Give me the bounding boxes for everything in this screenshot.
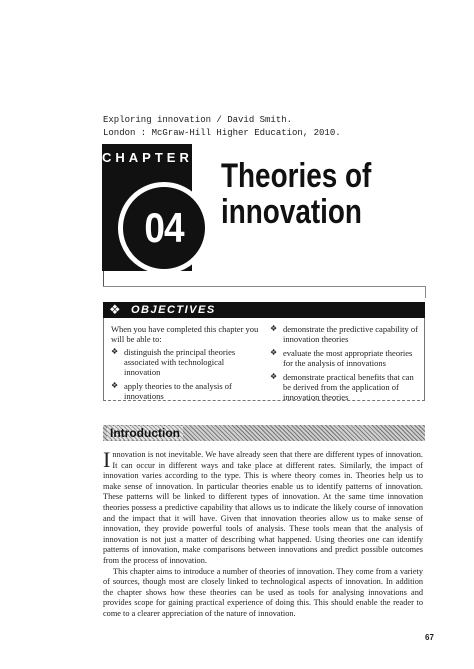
objective-item: [111, 381, 259, 401]
introduction-paragraph-2: This chapter aims to introduce a number of theories of innovation. They come from a variety of sources, though most are closely linked to technological aspects of innovation. In addition the chapter shows how these theories can be used as tools for analysing innovations and provides scope for gaining practical experience of doing this. This should enable the reader to come to a clearer appreciation of the nature of innovation.: [103, 566, 423, 618]
drop-cap: I: [103, 447, 111, 472]
citation-line-2: London : McGraw-Hill Higher Education, 2010.: [103, 128, 341, 138]
objective-text: apply theories to the analysis of innovations: [124, 381, 232, 401]
diamond-bullet-icon: ❖: [109, 302, 121, 317]
library-citation: [103, 114, 341, 140]
objective-text: distinguish the principal theories associated with technological innovation: [124, 347, 236, 377]
objective-text: evaluate the most appropriate theories for the analysis of innovations: [283, 348, 413, 368]
chapter-rule-vertical-right: [425, 286, 426, 298]
objective-item: [270, 348, 420, 368]
objectives-header: [103, 302, 425, 318]
diamond-bullet-icon: ❖: [270, 324, 278, 333]
chapter-title-line-2: innovation: [221, 193, 362, 231]
objectives-left-column: [111, 324, 259, 405]
diamond-bullet-icon: ❖: [270, 348, 278, 357]
objectives-heading: OBJECTIVES: [131, 304, 216, 316]
chapter-rule-horizontal: [103, 286, 425, 287]
introduction-heading-band: [103, 425, 425, 441]
objective-item: [270, 372, 420, 402]
diamond-bullet-icon: ❖: [111, 347, 119, 356]
diamond-bullet-icon: ❖: [111, 381, 119, 390]
introduction-heading: Introduction: [107, 426, 183, 440]
chapter-title: [221, 158, 371, 230]
objectives-right-column: [270, 324, 420, 406]
chapter-number: 04: [144, 204, 184, 251]
objective-item: [270, 324, 420, 344]
introduction-paragraph-1: [103, 447, 423, 567]
objective-item: [111, 347, 259, 377]
objectives-border-left: [103, 318, 104, 400]
objectives-border-right: [424, 318, 425, 400]
paragraph-text: nnovation is not inevitable. We have already seen that there are different types of innovation. It can occur in different ways and take place at different rates. Similarly, the impact of innovation varies according to the type. This is where theory comes in. Theories help us to make sense of innovation. In particular theories enable us to identify patterns of innovation. These patterns will be linked to different types of innovation. At the same time innovation theories possess a predictive capability that allows us to indicate the likely course of innovation and the impact that it will have. Given that innovation theories allow us to make sense of innovation, they provide powerful tools of analysis. These tools mean that the analysis of innovation is not just a matter of describing what happened. Using theories one can identify patterns of innovation, make comparisons between innovations and predict possible outcomes from the process of innovation.: [103, 450, 423, 565]
diamond-bullet-icon: ❖: [270, 372, 278, 381]
citation-line-1: Exploring innovation / David Smith.: [103, 115, 293, 125]
chapter-title-line-1: Theories of: [221, 157, 372, 195]
objectives-intro: When you have completed this chapter you will be able to:: [111, 324, 259, 344]
chapter-number-badge: [118, 182, 210, 274]
chapter-label: CHAPTER: [102, 150, 193, 165]
page-number: 67: [425, 633, 434, 642]
objective-text: demonstrate the predictive capability of innovation theories: [283, 324, 419, 344]
introduction-body: [103, 447, 423, 620]
objective-text: demonstrate practical benefits that can be derived from the application of innovation theories: [283, 372, 414, 402]
chapter-rule-vertical: [103, 271, 104, 286]
